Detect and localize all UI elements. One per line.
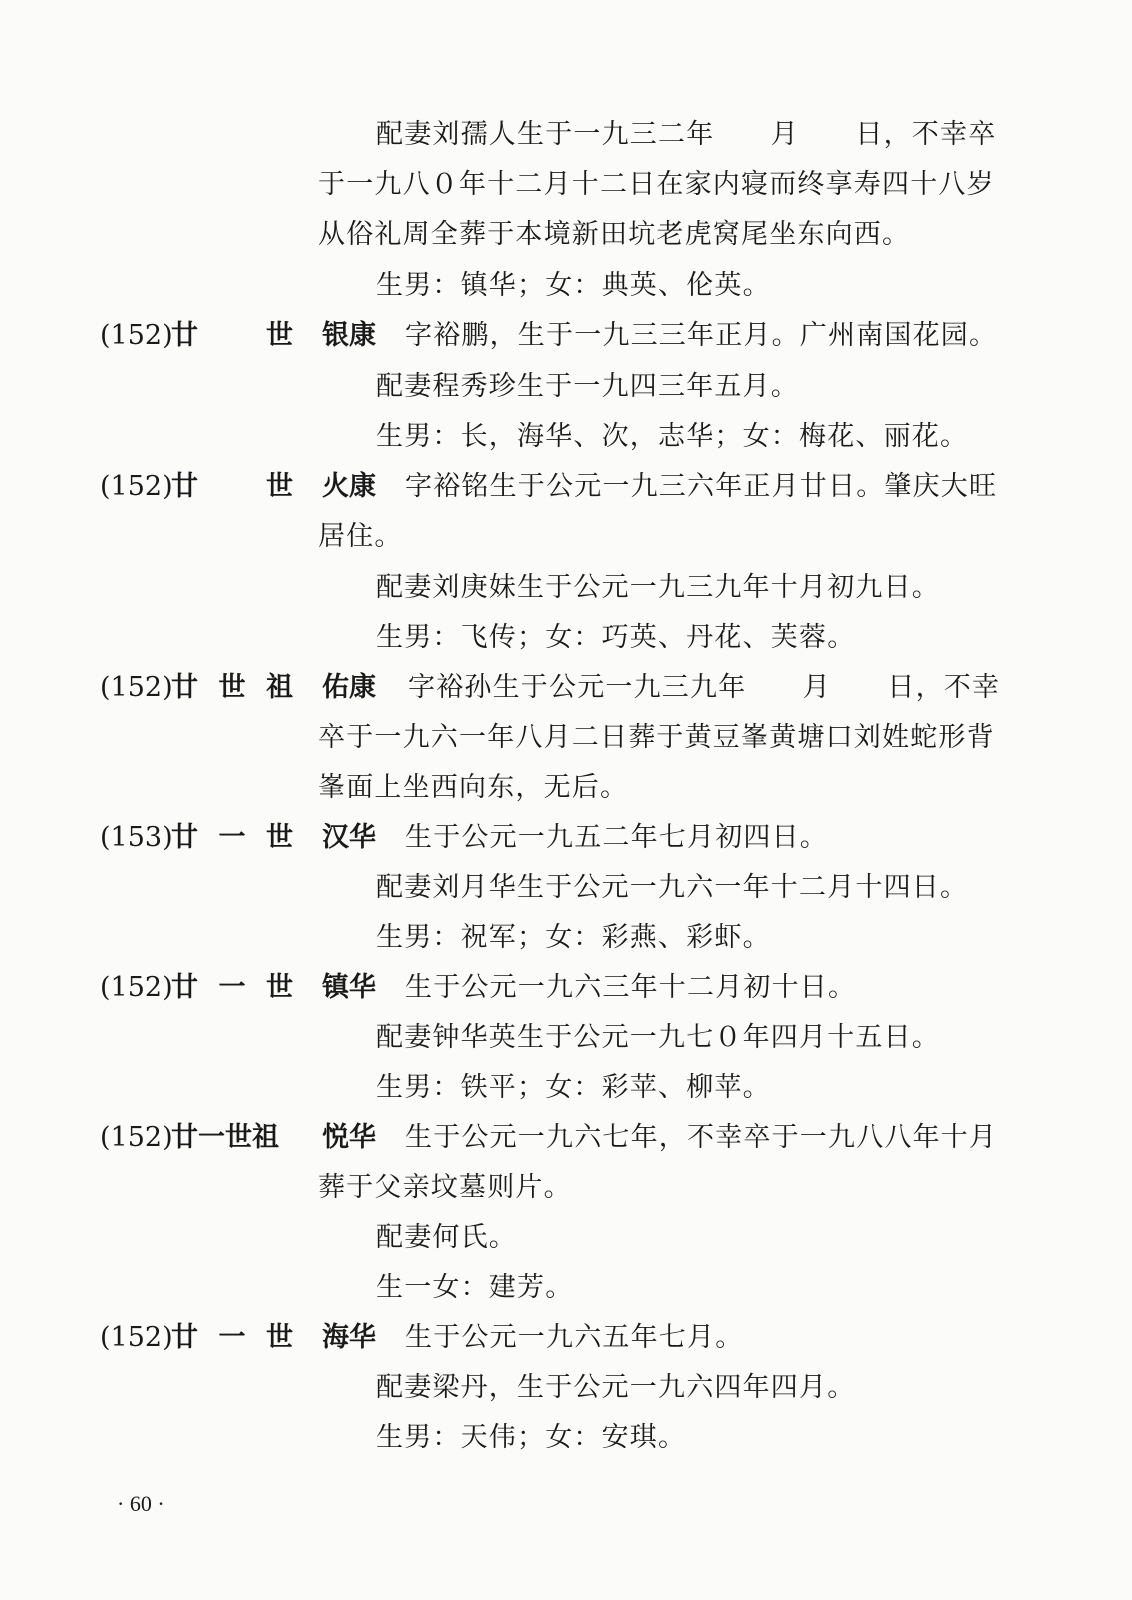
text-line: 生男：镇华；女：典英、伦英。 — [376, 270, 771, 301]
text-line: 生男：飞传；女：巧英、丹花、芙蓉。 — [376, 622, 856, 653]
generation-label — [171, 1318, 293, 1358]
generation-char: 廿 — [171, 1322, 198, 1353]
text-line: 配妻刘庚妹生于公元一九三九年十月初九日。 — [376, 572, 940, 603]
person-name: 火康 — [322, 471, 376, 502]
generation-char: 一 — [218, 972, 246, 1003]
generation-label — [171, 968, 293, 1008]
text-line: 从俗礼周全葬于本境新田坑老虎窝尾坐东向西。 — [318, 219, 911, 250]
entry-number: (153) — [100, 822, 173, 853]
person-name: 佑康 — [322, 672, 376, 703]
text-line: 生于公元一九五二年七月初四日。 — [405, 822, 828, 853]
text-line: 字裕孙生于公元一九三九年 月 日，不幸 — [408, 672, 1001, 703]
generation-label — [171, 316, 293, 356]
text-line: 配妻刘孺人生于一九三二年 月 日，不幸卒 — [376, 119, 997, 150]
text-line: 配妻刘月华生于公元一九六一年十二月十四日。 — [376, 872, 969, 903]
person-name: 悦华 — [322, 1122, 376, 1153]
generation-char: 廿 — [171, 672, 198, 703]
entry-number: (152) — [100, 1322, 173, 1353]
entry-number: (152) — [100, 320, 173, 351]
text-line: 居住。 — [318, 521, 403, 552]
entry-number: (152) — [100, 471, 173, 502]
generation-char: 世 — [218, 672, 246, 703]
text-line: 生于公元一九六三年十二月初十日。 — [405, 972, 857, 1003]
generation-label — [171, 668, 293, 708]
generation-label: 廿一世祖 — [171, 1122, 279, 1153]
generation-char: 祖 — [266, 672, 293, 703]
text-line: 卒于一九六一年八月二日葬于黄豆峯黄塘口刘姓蛇形背 — [318, 722, 995, 753]
text-line: 于一九八０年十二月十二日在家内寝而终享寿四十八岁 — [318, 169, 995, 200]
text-line: 生于公元一九六七年，不幸卒于一九八八年十月 — [405, 1122, 998, 1153]
generation-char: 世 — [266, 972, 293, 1003]
generation-char: 廿 — [171, 822, 198, 853]
text-line: 字裕铭生于公元一九三六年正月廿日。肇庆大旺 — [405, 471, 998, 502]
text-line: 配妻何氏。 — [376, 1222, 517, 1253]
generation-char: 世 — [266, 822, 293, 853]
text-line: 生男：铁平；女：彩苹、柳苹。 — [376, 1072, 771, 1103]
generation-char: 廿 — [171, 972, 198, 1003]
generation-char: 世 — [266, 471, 293, 502]
generation-label — [171, 467, 293, 507]
text-line: 配妻程秀珍生于一九四三年五月。 — [376, 371, 799, 402]
generation-char: 世 — [266, 1322, 293, 1353]
entry-number: (152) — [100, 672, 173, 703]
text-line: 生男：祝军；女：彩燕、彩虾。 — [376, 922, 771, 953]
person-name: 镇华 — [322, 972, 376, 1003]
generation-char: 一 — [218, 822, 246, 853]
person-name: 海华 — [322, 1322, 376, 1353]
generation-char: 廿 — [171, 471, 198, 502]
text-line: 生男：长，海华、次，志华；女：梅花、丽花。 — [376, 421, 969, 452]
text-line: 峯面上坐西向东，无后。 — [318, 772, 629, 803]
text-line: 生于公元一九六五年七月。 — [405, 1322, 744, 1353]
entry-number: (152) — [100, 1122, 173, 1153]
generation-label — [171, 818, 293, 858]
page-number: · 60 · — [117, 1491, 165, 1516]
text-line: 配妻梁丹，生于公元一九六四年四月。 — [376, 1372, 856, 1403]
generation-char: 一 — [218, 1322, 246, 1353]
generation-char: 廿 — [171, 320, 198, 351]
person-name: 汉华 — [322, 822, 376, 853]
generation-char: 世 — [266, 320, 293, 351]
text-line: 字裕鹏，生于一九三三年正月。广州南国花园。 — [405, 320, 998, 351]
text-line: 生一女：建芳。 — [376, 1272, 574, 1303]
text-line: 配妻钟华英生于公元一九七０年四月十五日。 — [376, 1022, 940, 1053]
text-line: 葬于父亲坟墓则片。 — [318, 1172, 572, 1203]
text-line: 生男：天伟；女：安琪。 — [376, 1422, 687, 1453]
entry-number: (152) — [100, 972, 173, 1003]
person-name: 银康 — [322, 320, 376, 351]
